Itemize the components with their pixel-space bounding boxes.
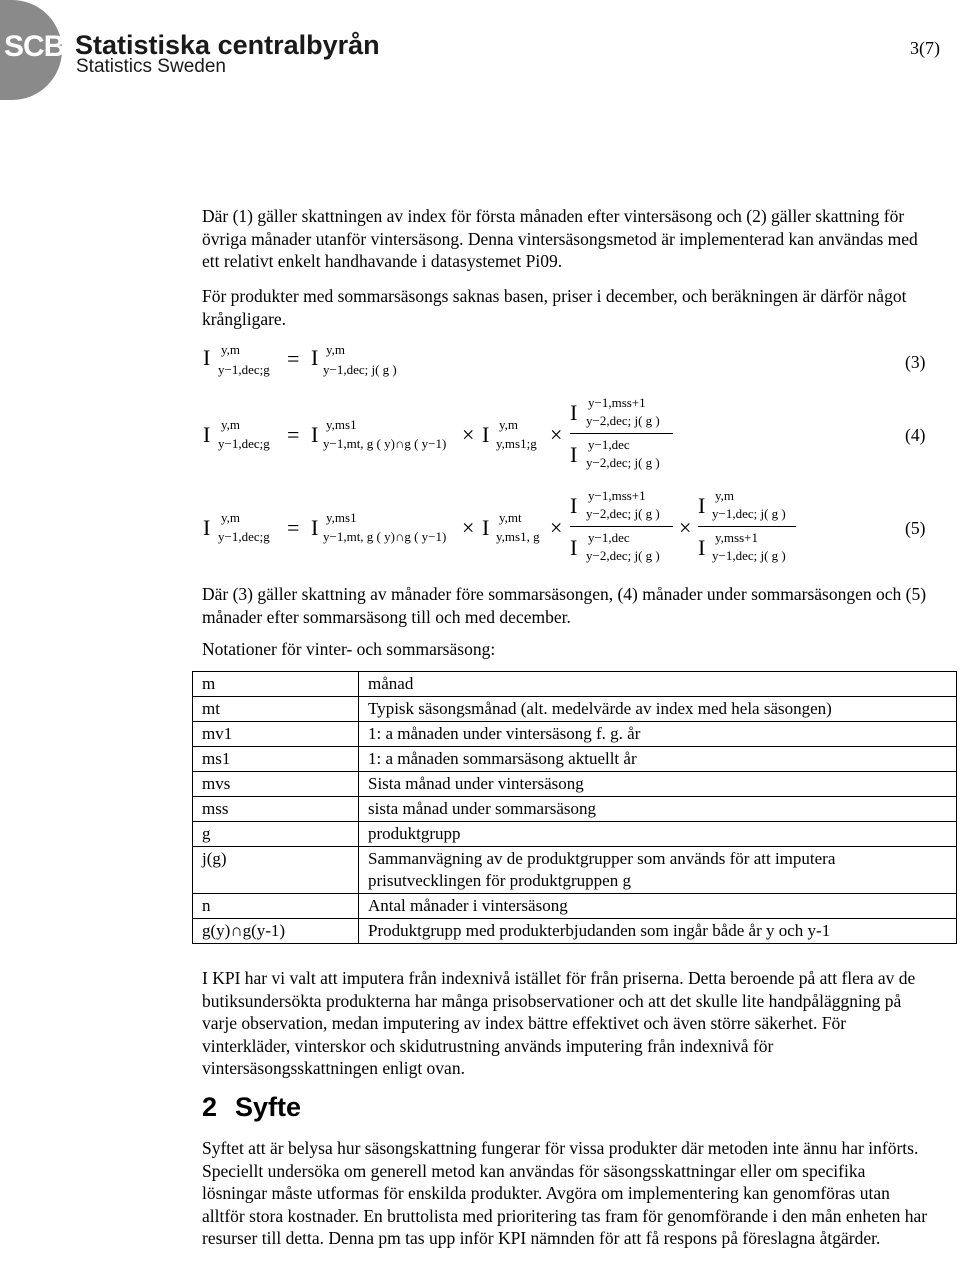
eq4-den-sup: y−1,dec: [588, 437, 630, 452]
notation-description: Antal månader i vintersäsong: [359, 894, 957, 919]
equals-sign: =: [287, 515, 300, 540]
table-row: [193, 797, 957, 822]
eq3-rhs-sub: y−1,dec; j( g ): [323, 362, 397, 377]
symbol-I: I: [203, 422, 211, 447]
times-sign: ×: [679, 515, 692, 540]
eq5-f2-den-sub: y−1,dec; j( g ): [712, 548, 786, 563]
eq5-lhs-sup: y,m: [221, 510, 241, 525]
table-row: [193, 919, 957, 944]
eq3-rhs-sup: y,m: [326, 342, 346, 357]
section-title: Syfte: [235, 1092, 302, 1122]
times-sign: ×: [550, 515, 563, 540]
eq5-f1-num-sup: y−1,mss+1: [588, 488, 646, 503]
eq3-number: (3): [905, 352, 926, 372]
eq4-term2-sub: y,ms1;g: [496, 436, 537, 451]
eq5-term1-sup: y,ms1: [326, 510, 357, 525]
symbol-I: I: [482, 422, 490, 447]
eq5-term2-sub: y,ms1, g: [496, 529, 540, 544]
eq5-term2-sup: y,mt: [499, 510, 522, 525]
notation-symbol: g: [193, 822, 359, 847]
table-row: [193, 722, 957, 747]
symbol-I: I: [570, 535, 578, 560]
notation-description: sista månad under sommarsäsong: [359, 797, 957, 822]
notation-symbol: mv1: [193, 722, 359, 747]
notation-description: månad: [359, 672, 957, 697]
table-row: [193, 697, 957, 722]
symbol-I: I: [203, 515, 211, 540]
symbol-I: I: [570, 442, 578, 467]
symbol-I: I: [698, 535, 706, 560]
fraction-line: [570, 526, 673, 527]
eq5-lhs-sub: y−1,dec;g: [218, 529, 270, 544]
symbol-I: I: [570, 493, 578, 518]
symbol-I: I: [482, 515, 490, 540]
eq4-lhs-sub: y−1,dec;g: [218, 436, 270, 451]
section-heading: [202, 1092, 301, 1123]
notation-symbol: mss: [193, 797, 359, 822]
eq4-lhs-sup: y,m: [221, 417, 241, 432]
symbol-I: I: [311, 515, 319, 540]
times-sign: ×: [462, 422, 475, 447]
equals-sign: =: [287, 422, 300, 447]
page-number: 3(7): [910, 38, 940, 58]
eq5-f1-den-sub: y−2,dec; j( g ): [586, 548, 660, 563]
table-row: [193, 772, 957, 797]
eq5-f2-den-sup: y,mss+1: [715, 530, 758, 545]
eq4-num-sup: y−1,mss+1: [588, 395, 646, 410]
table-row: [193, 822, 957, 847]
eq5-term1-sub: y−1,mt, g ( y)∩g ( y−1): [323, 529, 447, 544]
times-sign: ×: [462, 515, 475, 540]
eq4-den-sub: y−2,dec; j( g ): [586, 455, 660, 470]
table-row: [193, 747, 957, 772]
notation-description: Produktgrupp med produkterbjudanden som ingår både år y och y-1: [359, 919, 957, 944]
times-sign: ×: [550, 422, 563, 447]
notation-symbol: n: [193, 894, 359, 919]
symbol-I: I: [311, 422, 319, 447]
equals-sign: =: [287, 346, 300, 371]
section-paragraph: Syftet att är belysa hur säsongskattning fungerar för vissa produkter där metoden inte ännu har införts. Speciellt undersöka om generell metod kan användas för säsongsskattningar eller om specifika lösningar måste utformas för enskilda produkter. Avgöra om implementering kan genomföras utan alltför stora kostnader. En bruttolista med prioritering tas fram för genomförande i den mån enheten har resurser till detta. Denna pm tas upp inför KPI nämnden för att få respons på föreslagna åtgärder.: [202, 1138, 928, 1248]
notation-symbol: mt: [193, 697, 359, 722]
notation-symbol: mvs: [193, 772, 359, 797]
notation-symbol: m: [193, 672, 359, 697]
scb-logo-text: SCB: [4, 30, 65, 63]
intro-paragraph-1: Där (1) gäller skattningen av index för första månaden efter vintersäsong och (2) gäller skattning för övriga månader utanför vintersäsong. Denna vintersäsongsmetod är implementerad kan användas med ett relativt enkelt handhavande i datasystemet Pi09.: [202, 206, 918, 271]
symbol-I: I: [203, 345, 211, 370]
table-row: [193, 847, 957, 894]
table-row: [193, 672, 957, 697]
eq4-term2-sup: y,m: [499, 417, 519, 432]
eq4-term1-sub: y−1,mt, g ( y)∩g ( y−1): [323, 436, 447, 451]
kpi-paragraph: I KPI har vi valt att imputera från indexnivå istället för från priserna. Detta beroende på att flera av de butiksundersökta produkterna har många prisobservationer och att det skulle lite handpåläggning på varje observation, medan imputering av index bättre effektivet och även större säkerhet. För vinterkläder, vinterskor och skidutrustning används imputering från indexnivå för vintersäsongsskattningen enligt ovan.: [202, 968, 916, 1078]
notation-table: [192, 671, 957, 944]
notation-description: Sista månad under vintersäsong: [359, 772, 957, 797]
formula-explanation: Där (3) gäller skattning av månader före sommarsäsongen, (4) månader under sommarsäsongen och (5) månader efter sommarsäsong till och med december.: [202, 584, 927, 627]
notation-description: 1: a månaden under vintersäsong f. g. år: [359, 722, 957, 747]
eq4-number: (4): [905, 425, 926, 445]
org-subtitle: Statistics Sweden: [76, 56, 226, 77]
org-name: Statistiska centralbyrån: [75, 30, 380, 60]
table-row: [193, 894, 957, 919]
notation-description: produktgrupp: [359, 822, 957, 847]
eq4-num-sub: y−2,dec; j( g ): [586, 413, 660, 428]
notation-description: Sammanvägning av de produktgrupper som används för att imputera prisutvecklingen för produktgruppen g: [359, 847, 957, 894]
symbol-I: I: [570, 400, 578, 425]
eq3-lhs-sub: y−1,dec;g: [218, 362, 270, 377]
eq3-lhs-sup: y,m: [221, 342, 241, 357]
notation-symbol: ms1: [193, 747, 359, 772]
eq5-f2-num-sup: y,m: [715, 488, 735, 503]
symbol-I: I: [311, 345, 319, 370]
eq5-f1-den-sup: y−1,dec: [588, 530, 630, 545]
eq5-number: (5): [905, 518, 926, 538]
fraction-line: [698, 526, 796, 527]
notation-description: 1: a månaden sommarsäsong aktuellt år: [359, 747, 957, 772]
notation-symbol: g(y)∩g(y-1): [193, 919, 359, 944]
symbol-I: I: [698, 493, 706, 518]
eq5-f1-num-sub: y−2,dec; j( g ): [586, 506, 660, 521]
notation-description: Typisk säsongsmånad (alt. medelvärde av index med hela säsongen): [359, 697, 957, 722]
intro-paragraph-2: För produkter med sommarsäsongs saknas basen, priser i december, och beräkningen är därför något krångligare.: [202, 286, 907, 329]
section-number: 2: [202, 1092, 218, 1122]
notation-symbol: j(g): [193, 847, 359, 894]
eq5-f2-num-sub: y−1,dec; j( g ): [712, 506, 786, 521]
eq4-term1-sup: y,ms1: [326, 417, 357, 432]
notation-title: Notationer för vinter- och sommarsäsong:: [202, 639, 496, 659]
fraction-line: [570, 433, 673, 434]
